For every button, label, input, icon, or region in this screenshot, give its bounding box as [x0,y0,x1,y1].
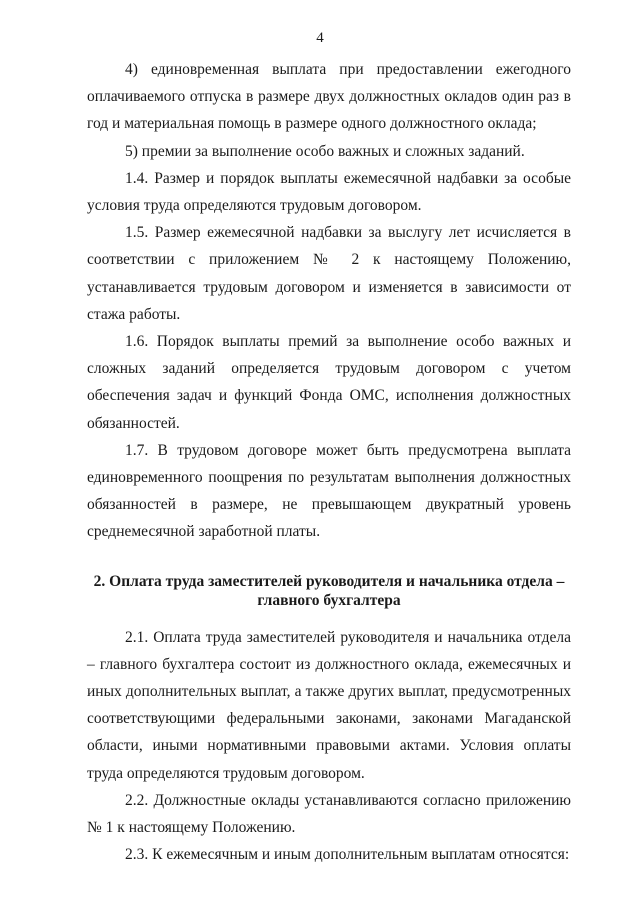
paragraph-2-3: 2.3. К ежемесячным и иным дополнительным выплатам относятся: [125,846,570,864]
paragraph-item-4: 4) единовременная выплата при предоставлении ежегодного оплачиваемого отпуска в размере двух должностных окладов один раз в год и материальная помощь в размере одного должностного оклада; [87,61,571,133]
document-body [87,56,571,868]
paragraph-1-5: 1.5. Размер ежемесячной надбавки за выслугу лет исчисляется в соответствии с приложением № 2 к настоящему Положению, устанавливается трудовым договором и изменяется в зависимости от стажа работы. [87,224,571,323]
paragraph-2-2: 2.2. Должностные оклады устанавливаются согласно приложению № 1 к настоящему Положению. [87,791,571,837]
paragraph-1-6: 1.6. Порядок выплаты премий за выполнение особо важных и сложных заданий определяется трудовым договором с учетом обеспечения задач и функций Фонда ОМС, исполнения должностных обязанностей. [87,333,571,432]
section-2-heading: 2. Оплата труда заместителей руководителя и начальника отдела – главного бухгалтера [93,572,565,609]
paragraph-1-4: 1.4. Размер и порядок выплаты ежемесячной надбавки за особые условия труда определяются трудовым договором. [87,169,571,215]
paragraph-item-5: 5) премии за выполнение особо важных и сложных заданий. [125,142,525,160]
paragraph-2-1: 2.1. Оплата труда заместителей руководителя и начальника отдела – главного бухгалтера состоит из должностного оклада, ежемесячных и иных дополнительных выплат, а также других выплат, предусмотренных соответствующими федеральными законами, законами Магаданской области, иными нормативными правовыми актами. Условия оплаты труда определяются трудовым договором. [87,628,571,782]
paragraph-1-7: 1.7. В трудовом договоре может быть предусмотрена выплата единовременного поощрения по результатам выполнения должностных обязанностей в размере, не превышающем двукратный уровень среднемесячной заработной платы. [87,441,571,541]
page-number: 4 [316,30,324,46]
